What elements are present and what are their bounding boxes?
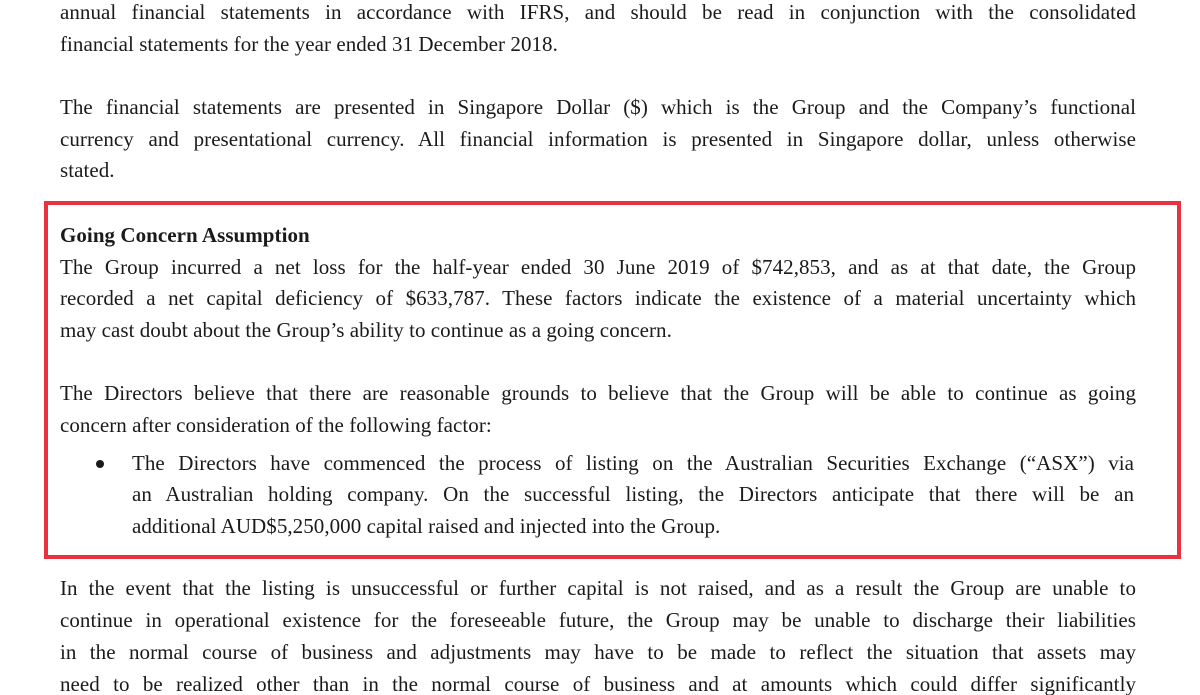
currency-paragraph-line-2: currency and presentational currency. All financial information is presented in Singapore dollar, unless otherwise bbox=[60, 127, 1136, 151]
closing-paragraph-line-2: continue in operational existence for the foreseeable future, the Group may be unable to discharge their liabilities bbox=[60, 608, 1136, 632]
going-concern-paragraph1-line-1: The Group incurred a net loss for the half-year ended 30 June 2019 of $742,853, and as at that date, the Group bbox=[60, 255, 1136, 279]
going-concern-paragraph2-line-2: concern after consideration of the following factor: bbox=[60, 413, 492, 437]
currency-paragraph-line-3: stated. bbox=[60, 158, 115, 182]
currency-paragraph-line-1: The financial statements are presented in Singapore Dollar ($) which is the Group and the Company’s functional bbox=[60, 95, 1136, 119]
bullet-line-1: The Directors have commenced the process of listing on the Australian Securities Exchange (“ASX”) via bbox=[132, 451, 1134, 475]
intro-line-1: annual financial statements in accordance with IFRS, and should be read in conjunction with the consolidated bbox=[60, 0, 1136, 24]
bullet-dot-icon bbox=[96, 460, 104, 468]
going-concern-heading: Going Concern Assumption bbox=[60, 223, 310, 247]
bullet-line-3: additional AUD$5,250,000 capital raised and injected into the Group. bbox=[132, 514, 721, 538]
closing-paragraph-line-4: need to be realized other than in the normal course of business and at amounts which could differ significantly bbox=[60, 672, 1136, 695]
intro-line-2: financial statements for the year ended 31 December 2018. bbox=[60, 32, 558, 56]
closing-paragraph-line-1: In the event that the listing is unsuccessful or further capital is not raised, and as a result the Group are unable to bbox=[60, 576, 1136, 600]
going-concern-paragraph2-line-1: The Directors believe that there are reasonable grounds to believe that the Group will be able to continue as going bbox=[60, 381, 1136, 405]
closing-paragraph-line-3: in the normal course of business and adjustments may have to be made to reflect the situation that assets may bbox=[60, 640, 1136, 664]
bullet-line-2: an Australian holding company. On the successful listing, the Directors anticipate that there will be an bbox=[132, 482, 1134, 506]
going-concern-paragraph1-line-3: may cast doubt about the Group’s ability to continue as a going concern. bbox=[60, 318, 672, 342]
going-concern-paragraph1-line-2: recorded a net capital deficiency of $633,787. These factors indicate the existence of a material uncertainty which bbox=[60, 286, 1136, 310]
